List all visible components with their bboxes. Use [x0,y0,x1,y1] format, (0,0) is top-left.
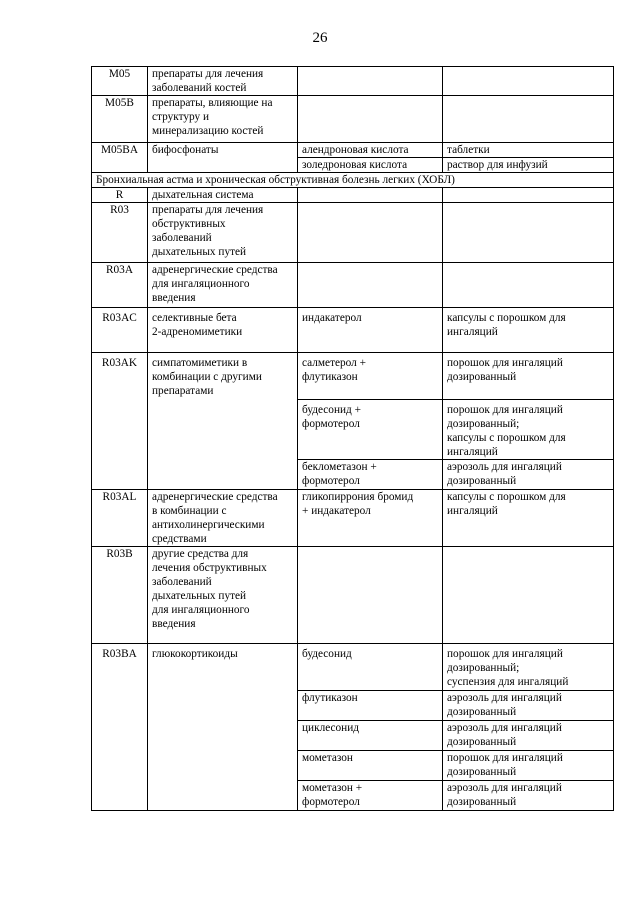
table-row [92,143,614,158]
drug-name: золедроновая кислота [298,158,443,173]
atc-group: дыхательная система [148,188,298,203]
dosage-form: капсулы с порошком для ингаляций [443,490,614,547]
table-row [92,644,614,691]
atc-code: R03AC [92,308,148,353]
dosage-form: аэрозоль для ингаляций дозированный [443,691,614,721]
drug-name [298,67,443,96]
table-row [92,308,614,353]
section-heading-row [92,173,614,188]
atc-code: M05B [92,96,148,143]
atc-code: R03BA [92,644,148,811]
table-row [92,490,614,547]
table-row [92,96,614,143]
dosage-form: порошок для ингаляций дозированный; капсулы с порошком для ингаляций [443,400,614,460]
atc-group: симпатомиметики в комбинации с другими препаратами [148,353,298,490]
dosage-form: таблетки [443,143,614,158]
atc-group: селективные бета 2-адреномиметики [148,308,298,353]
dosage-form: порошок для ингаляций дозированный; суспензия для ингаляций [443,644,614,691]
drug-name: будесонид [298,644,443,691]
drug-name: индакатерол [298,308,443,353]
drug-name [298,263,443,308]
table-row [92,353,614,400]
atc-code: R03A [92,263,148,308]
drug-name: алендроновая кислота [298,143,443,158]
table-row [92,203,614,263]
drug-name: гликопиррония бромид + индакатерол [298,490,443,547]
table-row [92,67,614,96]
dosage-form [443,263,614,308]
dosage-form [443,547,614,644]
drug-name: мометазон [298,751,443,781]
table-row [92,188,614,203]
atc-group: препараты, влияющие на структуру и минерализацию костей [148,96,298,143]
drug-name: флутиказон [298,691,443,721]
dosage-form [443,203,614,263]
atc-group: глюкокортикоиды [148,644,298,811]
drug-name: мометазон + формотерол [298,781,443,811]
atc-group: препараты для лечения обструктивных заболеваний дыхательных путей [148,203,298,263]
drug-name: салметерол + флутиказон [298,353,443,400]
drug-name: циклесонид [298,721,443,751]
drug-name [298,203,443,263]
dosage-form: порошок для ингаляций дозированный [443,751,614,781]
dosage-form: капсулы с порошком для ингаляций [443,308,614,353]
drug-name: беклометазон + формотерол [298,460,443,490]
atc-group: адренергические средства в комбинации с антихолинергическими средствами [148,490,298,547]
section-title: Бронхиальная астма и хроническая обструктивная болезнь легких (ХОБЛ) [92,173,614,188]
atc-code: R03AL [92,490,148,547]
atc-group: препараты для лечения заболеваний костей [148,67,298,96]
atc-group: адренергические средства для ингаляционного введения [148,263,298,308]
dosage-form [443,188,614,203]
dosage-form: раствор для инфузий [443,158,614,173]
dosage-form: аэрозоль для ингаляций дозированный [443,460,614,490]
drug-name: будесонид + формотерол [298,400,443,460]
atc-group: бифосфонаты [148,143,298,173]
dosage-form [443,67,614,96]
dosage-form: аэрозоль для ингаляций дозированный [443,781,614,811]
table-row [92,263,614,308]
atc-code: M05BA [92,143,148,173]
table-row [92,547,614,644]
atc-group: другие средства для лечения обструктивных заболеваний дыхательных путей для ингаляционного введения [148,547,298,644]
atc-code: R03B [92,547,148,644]
dosage-form: порошок для ингаляций дозированный [443,353,614,400]
page-number: 26 [312,30,328,46]
atc-code: R03 [92,203,148,263]
drug-name [298,96,443,143]
drug-name [298,547,443,644]
atc-code: M05 [92,67,148,96]
atc-code: R03AK [92,353,148,490]
drug-name [298,188,443,203]
drug-classification-table [91,66,614,811]
dosage-form [443,96,614,143]
atc-code: R [92,188,148,203]
dosage-form: аэрозоль для ингаляций дозированный [443,721,614,751]
